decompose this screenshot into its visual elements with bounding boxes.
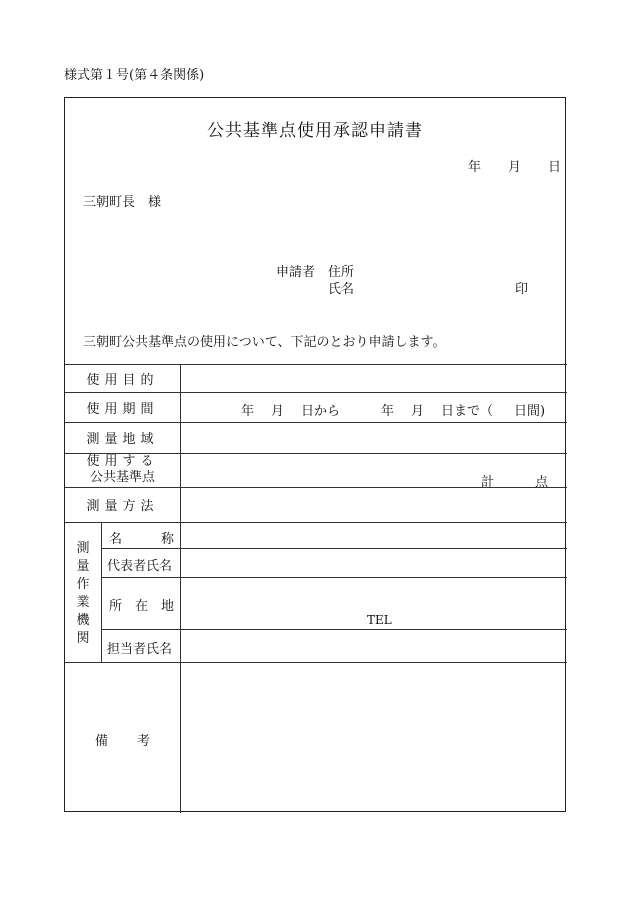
points-unit: 点 — [535, 475, 549, 490]
agency-name-label-2: 称 — [161, 532, 175, 547]
form-title: 公共基準点使用承認申請書 — [207, 121, 423, 141]
applicant-name-label: 氏名 — [328, 282, 355, 297]
period-end-year: 年 — [381, 404, 395, 419]
period-label: 使用期間 — [86, 401, 159, 417]
form-number: 様式第１号(第４条関係) — [64, 68, 205, 83]
reference-points-label-line2: 公共基準点 — [89, 470, 155, 485]
column-rule — [180, 364, 181, 813]
area-label: 測量地域 — [86, 432, 159, 447]
applicant-label: 申請者 — [276, 265, 316, 280]
agency-representative-label: 代表者氏名 — [107, 559, 173, 574]
date-day: 日 — [548, 160, 562, 175]
applicant-address-label: 住所 — [328, 265, 355, 280]
row-rule — [101, 548, 567, 549]
agency-char: 関 — [76, 631, 90, 646]
period-start-day: 日から — [301, 404, 341, 419]
purpose-label: 使用目的 — [86, 372, 159, 388]
agency-address-char: 所 — [109, 599, 123, 614]
row-rule — [101, 629, 567, 630]
period-start-month: 月 — [271, 404, 285, 419]
row-rule — [65, 522, 567, 523]
seal-mark: 印 — [515, 282, 529, 297]
method-label: 測量方法 — [86, 499, 159, 514]
agency-name-label-1: 名 — [109, 532, 123, 547]
period-end-day: 日まで（ — [441, 404, 494, 419]
agency-tel-label: TEL — [367, 613, 392, 627]
remarks-label-1: 備 — [95, 734, 109, 749]
agency-char: 測 — [76, 541, 90, 556]
points-total-label: 計 — [481, 475, 495, 490]
period-end-month: 月 — [411, 404, 425, 419]
addressee: 三朝町長 様 — [83, 195, 162, 210]
column-rule — [101, 522, 102, 662]
agency-char: 作 — [76, 577, 90, 592]
application-form — [64, 97, 566, 812]
agency-char: 機 — [76, 613, 90, 628]
period-days: 日間) — [514, 404, 546, 419]
agency-address-char: 在 — [135, 599, 149, 614]
agency-address-char: 地 — [161, 599, 175, 614]
date-month: 月 — [508, 160, 522, 175]
agency-char: 量 — [76, 559, 90, 574]
agency-char: 業 — [76, 595, 90, 610]
period-start-year: 年 — [241, 404, 255, 419]
row-rule — [65, 662, 567, 663]
survey-agency-label — [76, 540, 90, 648]
row-rule — [101, 577, 567, 578]
remarks-label-2: 考 — [137, 734, 151, 749]
application-statement: 三朝町公共基準点の使用について、下記のとおり申請します。 — [83, 335, 446, 350]
date-year: 年 — [468, 160, 482, 175]
agency-contact-label: 担当者氏名 — [107, 642, 173, 657]
reference-points-label — [65, 453, 180, 487]
reference-points-label-line1: 使用する — [86, 454, 159, 469]
